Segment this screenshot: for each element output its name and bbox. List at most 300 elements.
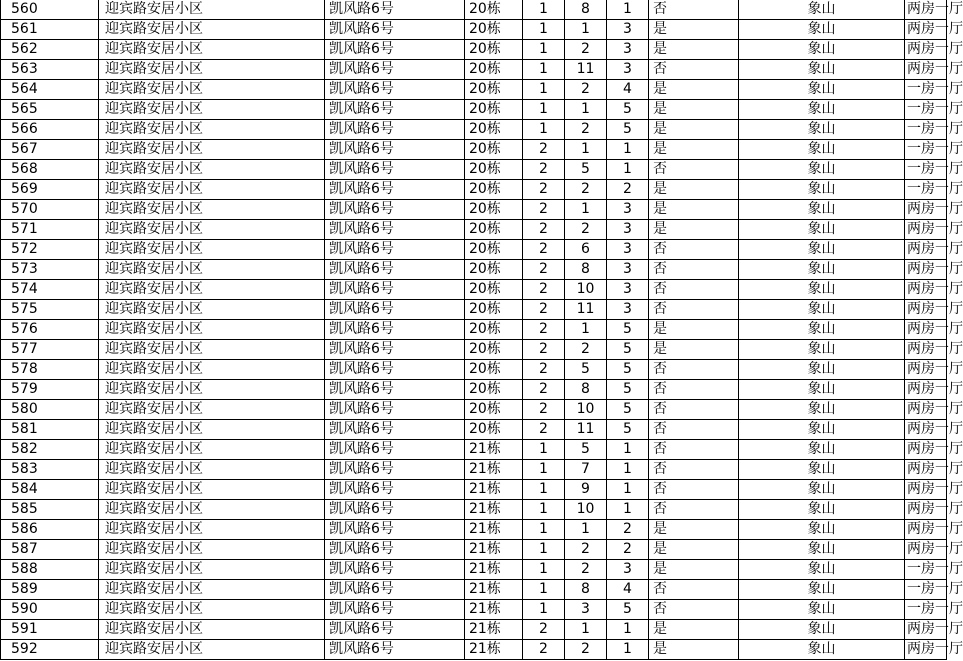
row-number-cell[interactable]: 562 [1, 40, 99, 60]
floor-number-cell[interactable]: 2 [565, 40, 607, 60]
row-number-cell[interactable]: 574 [1, 280, 99, 300]
building-number-cell[interactable]: 20栋 [465, 20, 523, 40]
yes-no-flag-cell[interactable]: 否 [649, 280, 739, 300]
yes-no-flag-cell[interactable]: 否 [649, 440, 739, 460]
room-number-cell[interactable]: 5 [607, 360, 649, 380]
community-name-cell[interactable]: 迎宾路安居小区 [99, 560, 325, 580]
unit-number-cell[interactable]: 2 [523, 380, 565, 400]
yes-no-flag-cell[interactable]: 否 [649, 600, 739, 620]
room-number-cell[interactable]: 5 [607, 120, 649, 140]
district-name-cell[interactable]: 象山 [739, 0, 905, 20]
community-name-cell[interactable]: 迎宾路安居小区 [99, 100, 325, 120]
street-address-cell[interactable]: 凯风路6号 [325, 100, 465, 120]
unit-number-cell[interactable]: 2 [523, 240, 565, 260]
community-name-cell[interactable]: 迎宾路安居小区 [99, 140, 325, 160]
building-number-cell[interactable]: 20栋 [465, 260, 523, 280]
floor-number-cell[interactable]: 1 [565, 520, 607, 540]
building-number-cell[interactable]: 20栋 [465, 140, 523, 160]
community-name-cell[interactable]: 迎宾路安居小区 [99, 420, 325, 440]
district-name-cell[interactable]: 象山 [739, 400, 905, 420]
room-number-cell[interactable]: 2 [607, 180, 649, 200]
room-number-cell[interactable]: 4 [607, 80, 649, 100]
row-number-cell[interactable]: 588 [1, 560, 99, 580]
street-address-cell[interactable]: 凯风路6号 [325, 580, 465, 600]
room-number-cell[interactable]: 5 [607, 380, 649, 400]
unit-number-cell[interactable]: 1 [523, 100, 565, 120]
district-name-cell[interactable]: 象山 [739, 440, 905, 460]
building-number-cell[interactable]: 20栋 [465, 320, 523, 340]
layout-type-cell[interactable]: 两房一厅 [905, 300, 947, 320]
unit-number-cell[interactable]: 2 [523, 400, 565, 420]
district-name-cell[interactable]: 象山 [739, 320, 905, 340]
floor-number-cell[interactable]: 8 [565, 380, 607, 400]
floor-number-cell[interactable]: 2 [565, 640, 607, 660]
floor-number-cell[interactable]: 5 [565, 360, 607, 380]
layout-type-cell[interactable]: 两房一厅 [905, 500, 947, 520]
floor-number-cell[interactable]: 5 [565, 440, 607, 460]
floor-number-cell[interactable]: 11 [565, 60, 607, 80]
district-name-cell[interactable]: 象山 [739, 280, 905, 300]
unit-number-cell[interactable]: 1 [523, 60, 565, 80]
district-name-cell[interactable]: 象山 [739, 180, 905, 200]
unit-number-cell[interactable]: 2 [523, 260, 565, 280]
row-number-cell[interactable]: 561 [1, 20, 99, 40]
community-name-cell[interactable]: 迎宾路安居小区 [99, 280, 325, 300]
layout-type-cell[interactable]: 一房一厅 [905, 140, 947, 160]
street-address-cell[interactable]: 凯风路6号 [325, 180, 465, 200]
community-name-cell[interactable]: 迎宾路安居小区 [99, 180, 325, 200]
district-name-cell[interactable]: 象山 [739, 560, 905, 580]
yes-no-flag-cell[interactable]: 否 [649, 300, 739, 320]
building-number-cell[interactable]: 20栋 [465, 60, 523, 80]
street-address-cell[interactable]: 凯风路6号 [325, 440, 465, 460]
yes-no-flag-cell[interactable]: 否 [649, 260, 739, 280]
floor-number-cell[interactable]: 5 [565, 160, 607, 180]
row-number-cell[interactable]: 579 [1, 380, 99, 400]
street-address-cell[interactable]: 凯风路6号 [325, 600, 465, 620]
yes-no-flag-cell[interactable]: 否 [649, 500, 739, 520]
building-number-cell[interactable]: 20栋 [465, 200, 523, 220]
community-name-cell[interactable]: 迎宾路安居小区 [99, 40, 325, 60]
street-address-cell[interactable]: 凯风路6号 [325, 220, 465, 240]
building-number-cell[interactable]: 20栋 [465, 340, 523, 360]
community-name-cell[interactable]: 迎宾路安居小区 [99, 480, 325, 500]
building-number-cell[interactable]: 20栋 [465, 180, 523, 200]
street-address-cell[interactable]: 凯风路6号 [325, 320, 465, 340]
row-number-cell[interactable]: 573 [1, 260, 99, 280]
district-name-cell[interactable]: 象山 [739, 20, 905, 40]
room-number-cell[interactable]: 4 [607, 580, 649, 600]
yes-no-flag-cell[interactable]: 是 [649, 640, 739, 660]
building-number-cell[interactable]: 20栋 [465, 80, 523, 100]
row-number-cell[interactable]: 585 [1, 500, 99, 520]
unit-number-cell[interactable]: 2 [523, 220, 565, 240]
building-number-cell[interactable]: 21栋 [465, 500, 523, 520]
room-number-cell[interactable]: 1 [607, 440, 649, 460]
district-name-cell[interactable]: 象山 [739, 60, 905, 80]
building-number-cell[interactable]: 21栋 [465, 540, 523, 560]
district-name-cell[interactable]: 象山 [739, 300, 905, 320]
row-number-cell[interactable]: 580 [1, 400, 99, 420]
room-number-cell[interactable]: 3 [607, 560, 649, 580]
room-number-cell[interactable]: 3 [607, 260, 649, 280]
district-name-cell[interactable]: 象山 [739, 480, 905, 500]
room-number-cell[interactable]: 1 [607, 640, 649, 660]
layout-type-cell[interactable]: 一房一厅 [905, 100, 947, 120]
row-number-cell[interactable]: 563 [1, 60, 99, 80]
row-number-cell[interactable]: 592 [1, 640, 99, 660]
building-number-cell[interactable]: 21栋 [465, 560, 523, 580]
room-number-cell[interactable]: 5 [607, 600, 649, 620]
layout-type-cell[interactable]: 两房一厅 [905, 240, 947, 260]
yes-no-flag-cell[interactable]: 否 [649, 0, 739, 20]
row-number-cell[interactable]: 571 [1, 220, 99, 240]
district-name-cell[interactable]: 象山 [739, 340, 905, 360]
district-name-cell[interactable]: 象山 [739, 160, 905, 180]
layout-type-cell[interactable]: 两房一厅 [905, 520, 947, 540]
row-number-cell[interactable]: 577 [1, 340, 99, 360]
floor-number-cell[interactable]: 1 [565, 140, 607, 160]
unit-number-cell[interactable]: 1 [523, 540, 565, 560]
room-number-cell[interactable]: 3 [607, 300, 649, 320]
unit-number-cell[interactable]: 1 [523, 0, 565, 20]
floor-number-cell[interactable]: 1 [565, 20, 607, 40]
floor-number-cell[interactable]: 2 [565, 560, 607, 580]
yes-no-flag-cell[interactable]: 否 [649, 380, 739, 400]
district-name-cell[interactable]: 象山 [739, 580, 905, 600]
floor-number-cell[interactable]: 2 [565, 540, 607, 560]
room-number-cell[interactable]: 1 [607, 500, 649, 520]
building-number-cell[interactable]: 20栋 [465, 400, 523, 420]
community-name-cell[interactable]: 迎宾路安居小区 [99, 540, 325, 560]
layout-type-cell[interactable]: 一房一厅 [905, 560, 947, 580]
district-name-cell[interactable]: 象山 [739, 540, 905, 560]
street-address-cell[interactable]: 凯风路6号 [325, 460, 465, 480]
row-number-cell[interactable]: 587 [1, 540, 99, 560]
community-name-cell[interactable]: 迎宾路安居小区 [99, 80, 325, 100]
community-name-cell[interactable]: 迎宾路安居小区 [99, 360, 325, 380]
building-number-cell[interactable]: 20栋 [465, 40, 523, 60]
room-number-cell[interactable]: 1 [607, 480, 649, 500]
unit-number-cell[interactable]: 1 [523, 560, 565, 580]
street-address-cell[interactable]: 凯风路6号 [325, 240, 465, 260]
row-number-cell[interactable]: 569 [1, 180, 99, 200]
yes-no-flag-cell[interactable]: 否 [649, 400, 739, 420]
community-name-cell[interactable]: 迎宾路安居小区 [99, 240, 325, 260]
layout-type-cell[interactable]: 两房一厅 [905, 220, 947, 240]
yes-no-flag-cell[interactable]: 否 [649, 160, 739, 180]
floor-number-cell[interactable]: 10 [565, 280, 607, 300]
yes-no-flag-cell[interactable]: 是 [649, 120, 739, 140]
row-number-cell[interactable]: 572 [1, 240, 99, 260]
building-number-cell[interactable]: 21栋 [465, 520, 523, 540]
layout-type-cell[interactable]: 两房一厅 [905, 340, 947, 360]
floor-number-cell[interactable]: 10 [565, 400, 607, 420]
community-name-cell[interactable]: 迎宾路安居小区 [99, 320, 325, 340]
building-number-cell[interactable]: 20栋 [465, 380, 523, 400]
district-name-cell[interactable]: 象山 [739, 420, 905, 440]
room-number-cell[interactable]: 3 [607, 40, 649, 60]
district-name-cell[interactable]: 象山 [739, 220, 905, 240]
layout-type-cell[interactable]: 两房一厅 [905, 460, 947, 480]
community-name-cell[interactable]: 迎宾路安居小区 [99, 300, 325, 320]
floor-number-cell[interactable]: 2 [565, 340, 607, 360]
district-name-cell[interactable]: 象山 [739, 40, 905, 60]
floor-number-cell[interactable]: 11 [565, 420, 607, 440]
layout-type-cell[interactable]: 一房一厅 [905, 80, 947, 100]
street-address-cell[interactable]: 凯风路6号 [325, 480, 465, 500]
street-address-cell[interactable]: 凯风路6号 [325, 540, 465, 560]
community-name-cell[interactable]: 迎宾路安居小区 [99, 220, 325, 240]
room-number-cell[interactable]: 2 [607, 520, 649, 540]
row-number-cell[interactable]: 566 [1, 120, 99, 140]
district-name-cell[interactable]: 象山 [739, 140, 905, 160]
row-number-cell[interactable]: 586 [1, 520, 99, 540]
building-number-cell[interactable]: 20栋 [465, 240, 523, 260]
district-name-cell[interactable]: 象山 [739, 620, 905, 640]
unit-number-cell[interactable]: 2 [523, 300, 565, 320]
yes-no-flag-cell[interactable]: 否 [649, 360, 739, 380]
row-number-cell[interactable]: 567 [1, 140, 99, 160]
floor-number-cell[interactable]: 10 [565, 500, 607, 520]
unit-number-cell[interactable]: 1 [523, 520, 565, 540]
yes-no-flag-cell[interactable]: 是 [649, 180, 739, 200]
layout-type-cell[interactable]: 两房一厅 [905, 260, 947, 280]
floor-number-cell[interactable]: 8 [565, 260, 607, 280]
yes-no-flag-cell[interactable]: 是 [649, 100, 739, 120]
room-number-cell[interactable]: 1 [607, 620, 649, 640]
district-name-cell[interactable]: 象山 [739, 460, 905, 480]
yes-no-flag-cell[interactable]: 否 [649, 240, 739, 260]
yes-no-flag-cell[interactable]: 是 [649, 340, 739, 360]
room-number-cell[interactable]: 5 [607, 340, 649, 360]
floor-number-cell[interactable]: 11 [565, 300, 607, 320]
floor-number-cell[interactable]: 6 [565, 240, 607, 260]
layout-type-cell[interactable]: 两房一厅 [905, 420, 947, 440]
building-number-cell[interactable]: 20栋 [465, 120, 523, 140]
row-number-cell[interactable]: 582 [1, 440, 99, 460]
street-address-cell[interactable]: 凯风路6号 [325, 400, 465, 420]
building-number-cell[interactable]: 20栋 [465, 220, 523, 240]
layout-type-cell[interactable]: 一房一厅 [905, 180, 947, 200]
unit-number-cell[interactable]: 2 [523, 420, 565, 440]
layout-type-cell[interactable]: 两房一厅 [905, 640, 947, 660]
building-number-cell[interactable]: 20栋 [465, 300, 523, 320]
row-number-cell[interactable]: 578 [1, 360, 99, 380]
street-address-cell[interactable]: 凯风路6号 [325, 300, 465, 320]
floor-number-cell[interactable]: 8 [565, 0, 607, 20]
layout-type-cell[interactable]: 两房一厅 [905, 480, 947, 500]
yes-no-flag-cell[interactable]: 是 [649, 20, 739, 40]
floor-number-cell[interactable]: 1 [565, 100, 607, 120]
unit-number-cell[interactable]: 1 [523, 120, 565, 140]
room-number-cell[interactable]: 1 [607, 160, 649, 180]
community-name-cell[interactable]: 迎宾路安居小区 [99, 120, 325, 140]
street-address-cell[interactable]: 凯风路6号 [325, 340, 465, 360]
unit-number-cell[interactable]: 2 [523, 180, 565, 200]
district-name-cell[interactable]: 象山 [739, 120, 905, 140]
yes-no-flag-cell[interactable]: 是 [649, 200, 739, 220]
floor-number-cell[interactable]: 8 [565, 580, 607, 600]
building-number-cell[interactable]: 20栋 [465, 360, 523, 380]
yes-no-flag-cell[interactable]: 是 [649, 560, 739, 580]
street-address-cell[interactable]: 凯风路6号 [325, 80, 465, 100]
district-name-cell[interactable]: 象山 [739, 520, 905, 540]
room-number-cell[interactable]: 3 [607, 280, 649, 300]
layout-type-cell[interactable]: 两房一厅 [905, 380, 947, 400]
building-number-cell[interactable]: 21栋 [465, 460, 523, 480]
yes-no-flag-cell[interactable]: 是 [649, 520, 739, 540]
building-number-cell[interactable]: 21栋 [465, 640, 523, 660]
row-number-cell[interactable]: 570 [1, 200, 99, 220]
street-address-cell[interactable]: 凯风路6号 [325, 0, 465, 20]
layout-type-cell[interactable]: 两房一厅 [905, 400, 947, 420]
yes-no-flag-cell[interactable]: 否 [649, 460, 739, 480]
district-name-cell[interactable]: 象山 [739, 80, 905, 100]
community-name-cell[interactable]: 迎宾路安居小区 [99, 400, 325, 420]
layout-type-cell[interactable]: 两房一厅 [905, 200, 947, 220]
district-name-cell[interactable]: 象山 [739, 100, 905, 120]
unit-number-cell[interactable]: 2 [523, 320, 565, 340]
unit-number-cell[interactable]: 2 [523, 140, 565, 160]
room-number-cell[interactable]: 1 [607, 460, 649, 480]
room-number-cell[interactable]: 2 [607, 540, 649, 560]
room-number-cell[interactable]: 5 [607, 420, 649, 440]
building-number-cell[interactable]: 21栋 [465, 480, 523, 500]
layout-type-cell[interactable]: 一房一厅 [905, 120, 947, 140]
row-number-cell[interactable]: 581 [1, 420, 99, 440]
street-address-cell[interactable]: 凯风路6号 [325, 620, 465, 640]
layout-type-cell[interactable]: 两房一厅 [905, 620, 947, 640]
unit-number-cell[interactable]: 2 [523, 340, 565, 360]
street-address-cell[interactable]: 凯风路6号 [325, 120, 465, 140]
street-address-cell[interactable]: 凯风路6号 [325, 60, 465, 80]
street-address-cell[interactable]: 凯风路6号 [325, 640, 465, 660]
unit-number-cell[interactable]: 1 [523, 80, 565, 100]
room-number-cell[interactable]: 1 [607, 0, 649, 20]
yes-no-flag-cell[interactable]: 是 [649, 40, 739, 60]
community-name-cell[interactable]: 迎宾路安居小区 [99, 340, 325, 360]
building-number-cell[interactable]: 20栋 [465, 420, 523, 440]
room-number-cell[interactable]: 5 [607, 320, 649, 340]
layout-type-cell[interactable]: 两房一厅 [905, 0, 947, 20]
yes-no-flag-cell[interactable]: 是 [649, 540, 739, 560]
row-number-cell[interactable]: 584 [1, 480, 99, 500]
building-number-cell[interactable]: 21栋 [465, 440, 523, 460]
building-number-cell[interactable]: 21栋 [465, 620, 523, 640]
unit-number-cell[interactable]: 2 [523, 200, 565, 220]
row-number-cell[interactable]: 564 [1, 80, 99, 100]
row-number-cell[interactable]: 576 [1, 320, 99, 340]
row-number-cell[interactable]: 565 [1, 100, 99, 120]
row-number-cell[interactable]: 589 [1, 580, 99, 600]
district-name-cell[interactable]: 象山 [739, 640, 905, 660]
building-number-cell[interactable]: 21栋 [465, 580, 523, 600]
row-number-cell[interactable]: 560 [1, 0, 99, 20]
row-number-cell[interactable]: 591 [1, 620, 99, 640]
street-address-cell[interactable]: 凯风路6号 [325, 280, 465, 300]
row-number-cell[interactable]: 590 [1, 600, 99, 620]
floor-number-cell[interactable]: 2 [565, 80, 607, 100]
layout-type-cell[interactable]: 两房一厅 [905, 360, 947, 380]
building-number-cell[interactable]: 20栋 [465, 280, 523, 300]
row-number-cell[interactable]: 568 [1, 160, 99, 180]
street-address-cell[interactable]: 凯风路6号 [325, 420, 465, 440]
yes-no-flag-cell[interactable]: 否 [649, 60, 739, 80]
community-name-cell[interactable]: 迎宾路安居小区 [99, 440, 325, 460]
street-address-cell[interactable]: 凯风路6号 [325, 140, 465, 160]
room-number-cell[interactable]: 3 [607, 60, 649, 80]
floor-number-cell[interactable]: 2 [565, 120, 607, 140]
unit-number-cell[interactable]: 2 [523, 640, 565, 660]
yes-no-flag-cell[interactable]: 是 [649, 80, 739, 100]
floor-number-cell[interactable]: 7 [565, 460, 607, 480]
yes-no-flag-cell[interactable]: 是 [649, 140, 739, 160]
district-name-cell[interactable]: 象山 [739, 600, 905, 620]
layout-type-cell[interactable]: 一房一厅 [905, 580, 947, 600]
street-address-cell[interactable]: 凯风路6号 [325, 520, 465, 540]
community-name-cell[interactable]: 迎宾路安居小区 [99, 200, 325, 220]
street-address-cell[interactable]: 凯风路6号 [325, 260, 465, 280]
street-address-cell[interactable]: 凯风路6号 [325, 160, 465, 180]
community-name-cell[interactable]: 迎宾路安居小区 [99, 500, 325, 520]
layout-type-cell[interactable]: 一房一厅 [905, 160, 947, 180]
street-address-cell[interactable]: 凯风路6号 [325, 40, 465, 60]
unit-number-cell[interactable]: 1 [523, 460, 565, 480]
layout-type-cell[interactable]: 两房一厅 [905, 440, 947, 460]
community-name-cell[interactable]: 迎宾路安居小区 [99, 520, 325, 540]
unit-number-cell[interactable]: 1 [523, 600, 565, 620]
district-name-cell[interactable]: 象山 [739, 360, 905, 380]
community-name-cell[interactable]: 迎宾路安居小区 [99, 580, 325, 600]
floor-number-cell[interactable]: 2 [565, 180, 607, 200]
building-number-cell[interactable]: 20栋 [465, 160, 523, 180]
room-number-cell[interactable]: 3 [607, 240, 649, 260]
community-name-cell[interactable]: 迎宾路安居小区 [99, 260, 325, 280]
yes-no-flag-cell[interactable]: 否 [649, 480, 739, 500]
room-number-cell[interactable]: 5 [607, 100, 649, 120]
community-name-cell[interactable]: 迎宾路安居小区 [99, 60, 325, 80]
unit-number-cell[interactable]: 1 [523, 20, 565, 40]
street-address-cell[interactable]: 凯风路6号 [325, 200, 465, 220]
street-address-cell[interactable]: 凯风路6号 [325, 500, 465, 520]
district-name-cell[interactable]: 象山 [739, 260, 905, 280]
layout-type-cell[interactable]: 两房一厅 [905, 540, 947, 560]
layout-type-cell[interactable]: 两房一厅 [905, 20, 947, 40]
layout-type-cell[interactable]: 两房一厅 [905, 40, 947, 60]
yes-no-flag-cell[interactable]: 是 [649, 320, 739, 340]
yes-no-flag-cell[interactable]: 是 [649, 620, 739, 640]
row-number-cell[interactable]: 583 [1, 460, 99, 480]
street-address-cell[interactable]: 凯风路6号 [325, 360, 465, 380]
floor-number-cell[interactable]: 3 [565, 600, 607, 620]
community-name-cell[interactable]: 迎宾路安居小区 [99, 0, 325, 20]
unit-number-cell[interactable]: 1 [523, 580, 565, 600]
room-number-cell[interactable]: 3 [607, 20, 649, 40]
unit-number-cell[interactable]: 1 [523, 480, 565, 500]
street-address-cell[interactable]: 凯风路6号 [325, 20, 465, 40]
unit-number-cell[interactable]: 1 [523, 500, 565, 520]
layout-type-cell[interactable]: 一房一厅 [905, 600, 947, 620]
layout-type-cell[interactable]: 两房一厅 [905, 60, 947, 80]
room-number-cell[interactable]: 5 [607, 400, 649, 420]
yes-no-flag-cell[interactable]: 否 [649, 580, 739, 600]
yes-no-flag-cell[interactable]: 是 [649, 220, 739, 240]
community-name-cell[interactable]: 迎宾路安居小区 [99, 640, 325, 660]
layout-type-cell[interactable]: 两房一厅 [905, 280, 947, 300]
row-number-cell[interactable]: 575 [1, 300, 99, 320]
unit-number-cell[interactable]: 1 [523, 440, 565, 460]
